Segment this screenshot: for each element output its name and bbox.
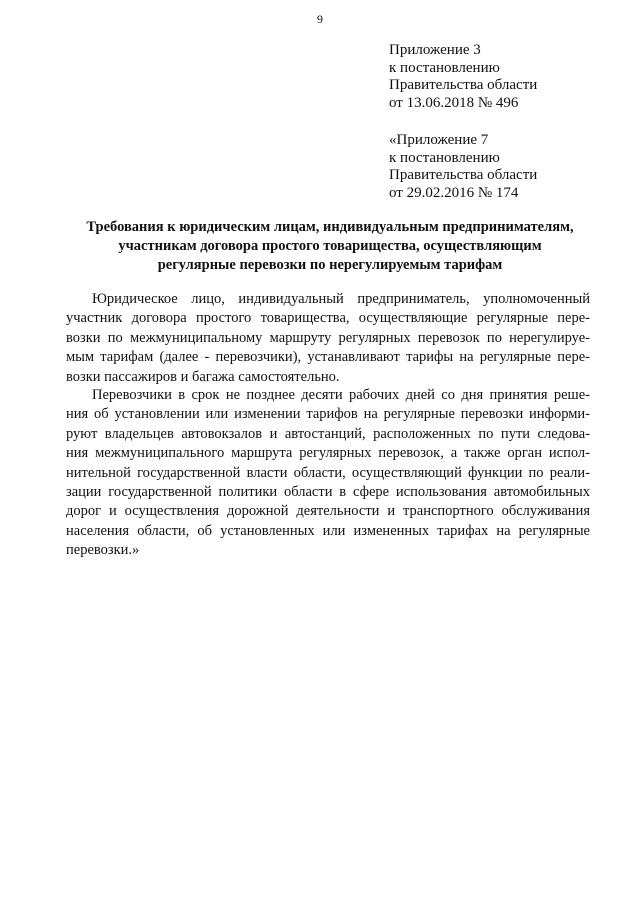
- paragraph-line: участник договора простого товарищества, осуществляющие регулярные пере-: [66, 310, 590, 327]
- paragraph-line: мым тарифам (далее - перевозчики), устанавливают тарифы на регулярные пере-: [66, 349, 590, 366]
- appendix-line: к постановлению: [389, 59, 500, 76]
- paragraph-line: руют владельцев автовокзалов и автостанций, расположенных по пути следова-: [66, 425, 590, 442]
- page-number: 9: [317, 12, 323, 26]
- appendix-header-amended: [389, 132, 619, 202]
- appendix-line: от 13.06.2018 № 496: [389, 94, 519, 111]
- paragraph-line: Перевозчики в срок не позднее десяти рабочих дней со дня принятия реше-: [92, 387, 590, 403]
- paragraph-line: нительной государственной власти области, осуществляющий функции по реали-: [66, 464, 590, 481]
- paragraph-notification: [66, 386, 590, 561]
- paragraph-tariff-setting: [66, 290, 590, 387]
- appendix-line: Правительства области: [389, 77, 538, 94]
- paragraph-line: населения области, об установленных или измененных тарифах на регулярные: [66, 522, 590, 539]
- document-title: [50, 218, 610, 275]
- paragraph-line: перевозки.»: [66, 542, 140, 559]
- appendix-line: «Приложение 7: [389, 132, 489, 148]
- paragraph-line: дорог и осуществления дорожной деятельности и транспортного обслуживания: [66, 503, 590, 520]
- appendix-line: от 29.02.2016 № 174: [389, 184, 519, 201]
- paragraph-line: ния межмуниципального маршрута регулярных перевозок, а также орган испол-: [66, 445, 590, 462]
- appendix-line: к постановлению: [389, 149, 500, 166]
- paragraph-line: зации государственной политики области в сфере использования автомобильных: [66, 484, 590, 501]
- paragraph-line: возки по межмуниципальному маршруту регулярных перевозок по нерегулируе-: [66, 329, 590, 346]
- title-line: участникам договора простого товарищества, осуществляющим: [118, 238, 542, 254]
- title-line: Требования к юридическим лицам, индивидуальным предпринимателям,: [86, 219, 574, 235]
- paragraph-line: возки пассажиров и багажа самостоятельно.: [66, 368, 340, 385]
- title-line: регулярные перевозки по нерегулируемым тарифам: [157, 257, 503, 273]
- appendix-line: Приложение 3: [389, 42, 481, 58]
- paragraph-line: Юридическое лицо, индивидуальный предприниматель, уполномоченный: [92, 291, 590, 307]
- appendix-line: Правительства области: [389, 167, 538, 184]
- paragraph-line: ния об установлении или изменении тарифов на регулярные перевозки информи-: [66, 406, 590, 423]
- appendix-header-current: [389, 42, 619, 112]
